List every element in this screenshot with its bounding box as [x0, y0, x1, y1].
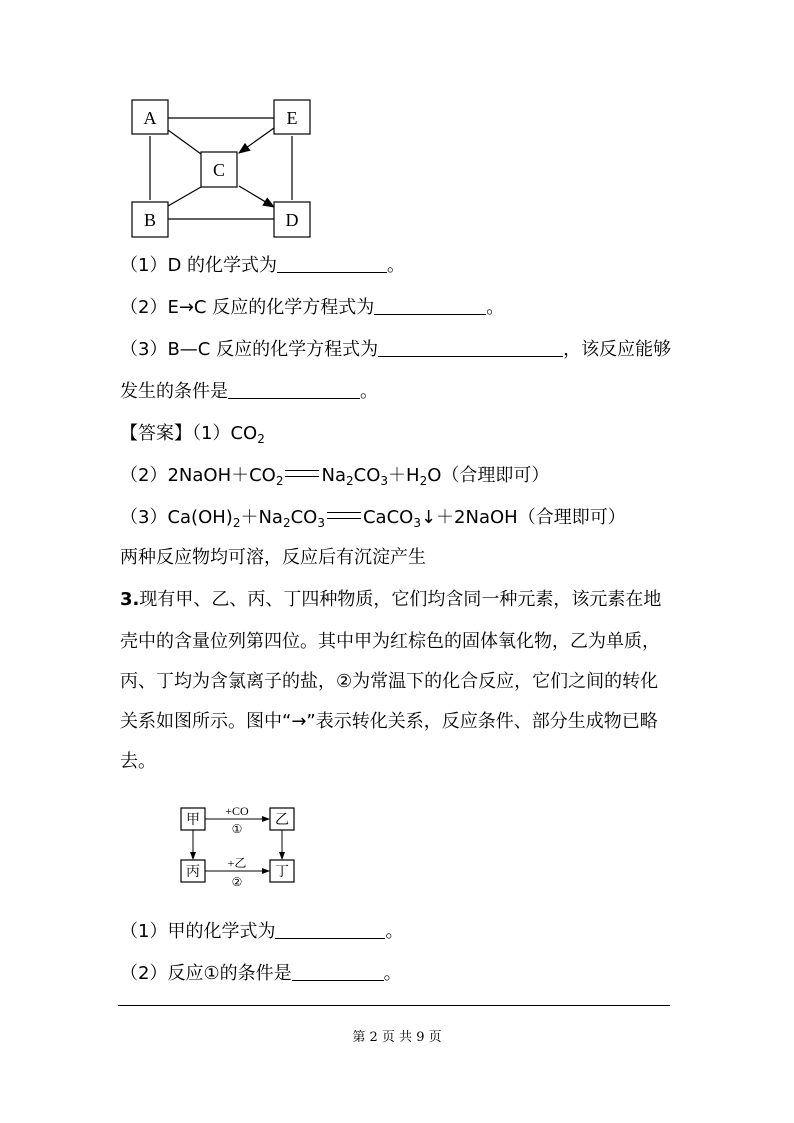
q2-part3-cont-suffix: 。 [360, 381, 378, 402]
svg-text:A: A [143, 108, 157, 128]
answer-blank[interactable] [277, 254, 387, 273]
subscript: 2 [275, 474, 284, 488]
q3-part2-text: （2）反应①的条件是 [120, 963, 292, 984]
node-bing [181, 860, 205, 882]
footer-divider [118, 1005, 670, 1006]
top-step-label: ① [231, 822, 243, 836]
page-number: 第 2 页 共 9 页 [352, 1030, 442, 1045]
q3-part1-text: （1）甲的化学式为 [120, 921, 276, 942]
subscript: 2 [419, 474, 428, 488]
svg-text:甲: 甲 [186, 813, 200, 828]
q3-stem-line-4: 关系如图所示。图中“→”表示转化关系，反应条件、部分生成物已略 [120, 711, 658, 732]
q2-part2 [120, 296, 504, 320]
formula-part: CaCO [362, 507, 414, 528]
svg-text:丁: 丁 [275, 865, 289, 880]
node-b [132, 202, 168, 237]
formula-part: （3）Ca(OH) [120, 507, 233, 528]
answer-blank[interactable] [292, 962, 384, 981]
q3-part1-suffix: 。 [385, 921, 404, 942]
q2-part2-text: （2）E→C 反应的化学方程式为 [120, 297, 375, 318]
svg-text:丙: 丙 [186, 865, 200, 880]
q3-stem-line-3: 丙、丁均为含氯离子的盐，②为常温下的化合反应，它们之间的转化 [120, 671, 659, 692]
formula-part: O（合理即可） [427, 465, 550, 486]
svg-text:C: C [212, 160, 226, 180]
subscript: 2 [257, 432, 265, 446]
q2-part3-continued [120, 380, 378, 404]
q2-part3-cont-text: 发生的条件是 [120, 381, 228, 402]
q3-stem-line-5: 去。 [120, 751, 156, 772]
answer-note: 两种反应物均可溶，反应后有沉淀产生 [120, 547, 426, 568]
answer-line-2 [120, 464, 549, 488]
q2-part3-text: （3）B—C 反应的化学方程式为 [120, 339, 379, 360]
q2-part3 [120, 338, 671, 362]
node-yi [270, 808, 294, 830]
answer-line-1 [120, 422, 265, 446]
subscript: 3 [413, 516, 421, 530]
subscript: 2 [232, 516, 241, 530]
svg-text:B: B [143, 210, 157, 230]
answer-blank[interactable] [228, 380, 360, 399]
formula-part: ＋Na [240, 507, 283, 528]
svg-text:E: E [286, 108, 298, 128]
node-jia [181, 808, 205, 830]
subscript: 2 [282, 516, 291, 530]
answer-blank[interactable] [374, 296, 486, 315]
formula-part: CO [353, 465, 381, 486]
q3-stem-line-1 [120, 588, 661, 612]
formula-part: CO [290, 507, 318, 528]
formula-part: ＋H [388, 465, 420, 486]
formula-part: Na [321, 465, 346, 486]
conversion-diagram [178, 800, 302, 892]
q3-part2 [120, 962, 402, 986]
bottom-reagent-label: +乙 [227, 856, 247, 870]
q3-stem-line-2: 壳中的含量位列第四位。其中甲为红棕色的固体氧化物，乙为单质， [120, 631, 660, 652]
node-e [274, 100, 310, 134]
answer-blank[interactable] [378, 338, 563, 357]
relation-diagram-abcde [125, 92, 325, 244]
q2-part1-suffix: 。 [387, 255, 406, 276]
node-a [132, 100, 168, 134]
q2-part3-suffix: ，该反应能够 [563, 339, 672, 360]
q3-stem-text: 现有甲、乙、丙、丁四种物质，它们均含同一种元素，该元素在地 [139, 589, 662, 610]
answer-line-3 [120, 506, 626, 530]
q2-part1 [120, 254, 405, 278]
svg-text:D: D [285, 210, 299, 230]
node-c [201, 152, 237, 187]
formula-part: ↓＋2NaOH（合理即可） [420, 507, 626, 528]
answer-label: 【答案】（1）CO [120, 423, 258, 444]
formula-part: （2）2NaOH＋CO [120, 465, 276, 486]
subscript: 3 [317, 516, 325, 530]
question-number: 3. [120, 589, 140, 610]
q3-part1 [120, 920, 403, 944]
bottom-step-label: ② [231, 875, 243, 889]
node-ding [270, 860, 294, 882]
top-reagent-label: +CO [225, 804, 249, 818]
subscript: 3 [380, 474, 389, 488]
node-d [274, 202, 310, 237]
subscript: 2 [345, 474, 354, 488]
q3-part2-suffix: 。 [383, 963, 402, 984]
q2-part1-text: （1）D 的化学式为 [120, 255, 278, 276]
svg-text:乙: 乙 [275, 813, 289, 828]
answer-blank[interactable] [275, 920, 385, 939]
equals-sign [327, 512, 361, 519]
q2-part2-suffix: 。 [486, 297, 505, 318]
equals-sign [285, 470, 319, 477]
